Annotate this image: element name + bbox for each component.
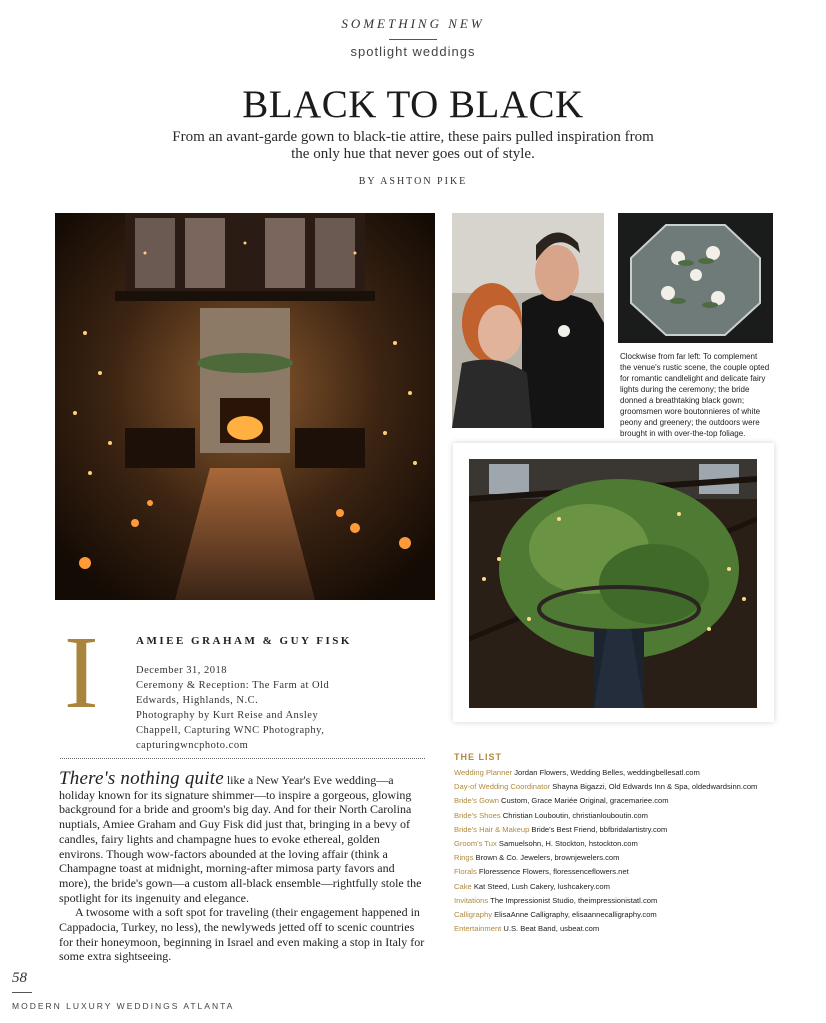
drop-cap: I bbox=[64, 615, 99, 730]
article-headline: BLACK TO BLACK bbox=[242, 83, 584, 126]
venue-ceremony-photo bbox=[55, 213, 435, 600]
dotted-divider bbox=[60, 758, 425, 759]
vendor-list-item bbox=[454, 837, 774, 851]
vendor-role: Calligraphy bbox=[454, 910, 492, 920]
body-paragraph bbox=[59, 768, 425, 905]
section-subtitle: spotlight weddings bbox=[350, 44, 476, 59]
page-number: 58 bbox=[12, 970, 27, 986]
folio-divider bbox=[12, 992, 32, 993]
boutonnieres-photo bbox=[618, 213, 773, 343]
vendor-role: Cake bbox=[454, 881, 472, 891]
detail-line: Ceremony & Reception: The Farm at Old bbox=[136, 680, 330, 691]
vendor-name: Kat Steed, Lush Cakery, lushcakery.com bbox=[471, 881, 610, 891]
vendor-list-item bbox=[454, 766, 774, 780]
detail-line: Photography by Kurt Reise and Ansley bbox=[136, 710, 319, 721]
vendor-role: Invitations bbox=[454, 895, 489, 905]
vendor-list-item bbox=[454, 922, 774, 936]
vendor-list-item bbox=[454, 851, 774, 865]
body-paragraph: A twosome with a soft spot for traveling (their engagement happened in Cappadocia, Turkey, no less), the newlyweds jetted off to scenic countries for their honeymoon, beginning in Israel and even making a stop in Italy for some extra sightseeing. bbox=[59, 905, 425, 964]
vendor-role: Bride's Hair & Makeup bbox=[454, 824, 530, 834]
vendor-list-item bbox=[454, 794, 774, 808]
vendor-role: Rings bbox=[454, 853, 474, 863]
bride-groom-portrait-photo bbox=[452, 213, 604, 428]
detail-line: Chappell, Capturing WNC Photography, bbox=[136, 725, 325, 736]
article-dek: From an avant-garde gown to black-tie attire, these pairs pulled inspiration from the only hue that never goes out of style. bbox=[172, 129, 654, 162]
vendor-name: ElisaAnne Calligraphy, elisaannecalligraphy.com bbox=[492, 910, 657, 920]
vendor-role: Entertainment bbox=[454, 924, 502, 934]
vendor-name: U.S. Beat Band, usbeat.com bbox=[501, 924, 600, 934]
vendor-list-item bbox=[454, 880, 774, 894]
article-body bbox=[59, 768, 425, 964]
vendor-role: Groom's Tux bbox=[454, 839, 497, 849]
vendor-list-item bbox=[454, 908, 774, 922]
lead-in: There's nothing quite bbox=[59, 768, 224, 789]
vendor-role: Day-of Wedding Coordinator bbox=[454, 782, 551, 792]
vendor-list-item bbox=[454, 780, 774, 794]
vendor-role: Wedding Planner bbox=[454, 768, 513, 777]
vendor-list-item bbox=[454, 823, 774, 837]
vendor-name: Shayna Bigazzi, Old Edwards Inn & Spa, oldedwardsinn.com bbox=[550, 782, 758, 792]
vendor-list-item bbox=[454, 865, 774, 879]
photo-caption: Clockwise from far left: To complement the venue's rustic scene, the couple opted for romantic candlelight and delicate fairy lights during the ceremony; the bride donned a breathtaking black gown; groomsmen wore boutonnieres of white peony and greenery; the outdoors were brought in with over-the-top foliage. bbox=[620, 352, 770, 438]
vendor-name: Custom, Grace Mariée Original, gracemariee.com bbox=[498, 796, 669, 806]
magazine-footer: MODERN LUXURY WEDDINGS ATLANTA bbox=[12, 1001, 235, 1011]
vendor-name: Jordan Flowers, Wedding Belles, weddingbellesatl.com bbox=[512, 768, 700, 777]
article-byline: BY ASHTON PIKE bbox=[358, 176, 468, 187]
the-list-title: THE LIST bbox=[454, 752, 502, 762]
paragraph-text: like a New Year's Eve wedding—a holiday known for its signature shimmer—to inspire a gorgeous, glowing background for a bride and groom's big day. And for their North Carolina nuptials, Amiee Graham and Guy Fisk did just that, bringing in a bevy of candles, fairy lights and champagne hues to evoke ethereal, golden environs. Though wow-factors abounded at the loving affair (think a Champagne toast at midnight, morning-after mimosa party favors and more), the bride's gown—a custom all-black ensemble—rightfully stole the spotlight for its ingenuity and elegance. bbox=[59, 773, 422, 905]
wedding-date: December 31, 2018 bbox=[136, 665, 228, 676]
couple-names: AMIEE GRAHAM & GUY FISK bbox=[136, 635, 352, 647]
vendor-list-item bbox=[454, 809, 774, 823]
detail-line: capturingwncphoto.com bbox=[136, 740, 249, 751]
vendor-name: Samuelsohn, H. Stockton, hstockton.com bbox=[496, 839, 638, 849]
vendor-list bbox=[454, 766, 774, 936]
vendor-name: Brown & Co. Jewelers, brownjewelers.com bbox=[473, 853, 620, 863]
detail-line: Edwards, Highlands, N.C. bbox=[136, 695, 259, 706]
vendor-name: The Impressionist Studio, theimpressionistatl.com bbox=[488, 895, 658, 905]
vendor-name: Floressence Flowers, floressenceflowers.net bbox=[476, 867, 629, 877]
vendor-list-item bbox=[454, 894, 774, 908]
wedding-details bbox=[136, 663, 376, 753]
vendor-role: Bride's Gown bbox=[454, 796, 499, 806]
vendor-role: Bride's Shoes bbox=[454, 810, 501, 820]
vendor-role: Florals bbox=[454, 867, 477, 877]
vendor-name: Bride's Best Friend, bbfbridalartistry.com bbox=[529, 824, 668, 834]
section-kicker: SOMETHING NEW bbox=[341, 16, 485, 31]
vendor-name: Christian Louboutin, christianlouboutin.com bbox=[500, 810, 648, 820]
kicker-divider bbox=[389, 39, 437, 40]
foliage-chandelier-photo bbox=[469, 459, 757, 708]
